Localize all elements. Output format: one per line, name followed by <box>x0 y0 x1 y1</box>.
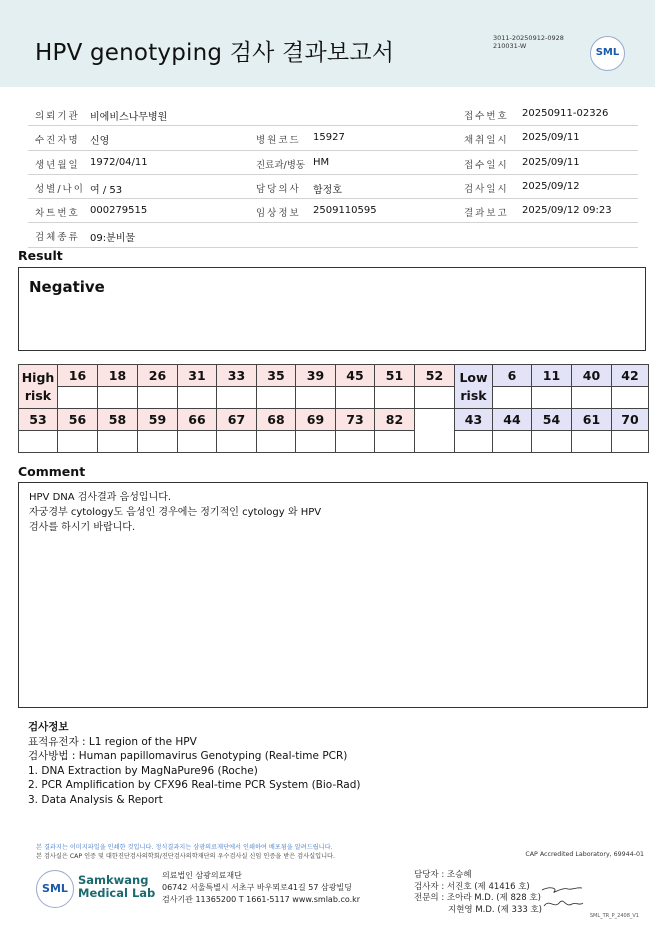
comment-line: 검사를 하시기 바랍니다. <box>29 522 136 533</box>
info-row <box>28 102 638 126</box>
genotype-cell: 11 <box>532 365 572 387</box>
chart-label: 차트번호 <box>35 208 80 220</box>
genotype-result-cell <box>257 387 296 409</box>
genotype-result-cell <box>257 431 296 453</box>
genotype-result-cell <box>98 431 138 453</box>
address-line: 검사기관 11365200 T 1661-5117 www.smlab.co.kr <box>162 895 361 904</box>
examinee-label: 수진자명 <box>35 135 80 147</box>
genotype-cell: 73 <box>336 409 375 431</box>
sml-footer-logo-icon <box>36 870 74 908</box>
genotype-result-cell <box>19 431 58 453</box>
comment-line: HPV DNA 검사결과 음성입니다. <box>29 492 172 503</box>
sex-age-label: 성별/나이 <box>35 183 85 195</box>
low-risk-label-2: risk <box>460 387 487 403</box>
genotype-cell: 54 <box>532 409 572 431</box>
info-row <box>28 199 638 223</box>
genotype-result-cell <box>532 431 572 453</box>
tested-value: 2025/09/12 <box>522 180 580 192</box>
genotype-row <box>19 409 649 431</box>
birth-label: 생년월일 <box>35 159 80 171</box>
genotype-result-cell <box>296 387 336 409</box>
staff-line: 지현영 M.D. (제 333 호) <box>448 905 543 916</box>
result-heading: Result <box>18 248 63 263</box>
genotype-cell: 31 <box>178 365 217 387</box>
org-name <box>78 874 155 900</box>
genotype-result-cell <box>336 431 375 453</box>
genotype-cell: 45 <box>336 365 375 387</box>
genotype-cell: 67 <box>217 409 257 431</box>
genotype-cell: 42 <box>612 365 649 387</box>
reported-label: 결과보고 <box>464 208 509 220</box>
receipt-no-label: 접수번호 <box>464 111 509 122</box>
genotype-result-cell <box>138 431 178 453</box>
genotype-cell: 82 <box>375 409 415 431</box>
staff-line: 담당자 : 조승혜 <box>414 870 472 880</box>
specimen-label: 검체종류 <box>35 232 80 244</box>
birth-value: 1972/04/11 <box>90 156 148 168</box>
genotype-cell: 44 <box>493 409 532 431</box>
dept-label: 진료과/병동 <box>256 159 306 171</box>
info-row <box>28 175 638 199</box>
report-header <box>0 0 655 87</box>
doctor-label: 담당의사 <box>256 183 301 195</box>
staff-line: 검사자 : 서진호 (제 41416 호) <box>414 881 530 892</box>
footer-notice <box>36 844 456 861</box>
hospital-code-value: 15927 <box>313 132 345 144</box>
genotype-cell: 6 <box>493 365 532 387</box>
test-step: 1. DNA Extraction by MagNaPure96 (Roche) <box>28 764 258 777</box>
staff-line: 전문의 : 조아라 M.D. (제 828 호) <box>414 893 541 904</box>
genotype-cell: 43 <box>455 409 493 431</box>
genotype-table <box>18 364 649 453</box>
genotype-result-cell <box>572 387 612 409</box>
genotype-result-cell <box>58 431 98 453</box>
test-info-heading: 검사정보 <box>28 721 69 733</box>
doc-id-line1: 3011-20250912-0928 <box>493 34 564 42</box>
genotype-result-cell <box>217 431 257 453</box>
test-target: 표적유전자 : L1 region of the HPV <box>28 735 197 748</box>
org-name-line: Medical Lab <box>78 886 156 900</box>
chart-value: 000279515 <box>90 205 148 217</box>
result-value: Negative <box>29 278 105 296</box>
test-step: 3. Data Analysis & Report <box>28 793 163 806</box>
genotype-cell: 51 <box>375 365 415 387</box>
genotype-result-cell <box>415 387 455 409</box>
genotype-result-cell <box>217 387 257 409</box>
received-value: 2025/09/11 <box>522 156 580 168</box>
low-risk-header <box>455 365 493 409</box>
genotype-cell: 69 <box>296 409 336 431</box>
genotype-result-row <box>19 431 649 453</box>
notice-line: 본 검사실은 CAP 인증 및 대한진단검사의학회/진단검사의학재단의 우수검사실 신임 인증을 받은 검사실입니다. <box>36 852 335 860</box>
comment-box <box>18 482 648 708</box>
genotype-cell: 16 <box>58 365 98 387</box>
genotype-result-cell <box>375 431 415 453</box>
footer-address <box>162 870 360 906</box>
doc-id-line2: 210031-W <box>493 42 527 50</box>
genotype-result-cell <box>493 431 532 453</box>
institution-label: 의뢰기관 <box>35 111 80 122</box>
genotype-result-cell <box>98 387 138 409</box>
hospital-code-label: 병원코드 <box>256 135 301 147</box>
genotype-result-cell <box>375 387 415 409</box>
genotype-result-cell <box>572 431 612 453</box>
genotype-cell: 66 <box>178 409 217 431</box>
sex-age-value: 여 / 53 <box>90 184 123 196</box>
high-risk-header <box>19 365 58 409</box>
info-row <box>28 126 638 150</box>
genotype-result-row <box>19 387 649 409</box>
address-line: 06742 서울특별시 서초구 바우뫼로41길 57 삼광빌딩 <box>162 883 352 892</box>
genotype-result-cell <box>178 387 217 409</box>
genotype-result-cell <box>493 387 532 409</box>
collected-value: 2025/09/11 <box>522 132 580 144</box>
genotype-result-cell <box>58 387 98 409</box>
form-code: SML_TR_P_2408_V1 <box>589 913 639 919</box>
patient-info <box>28 102 638 248</box>
info-row <box>28 151 638 175</box>
genotype-cell: 35 <box>257 365 296 387</box>
reported-value: 2025/09/12 09:23 <box>522 205 612 217</box>
institution-value: 비에비스나무병원 <box>90 112 168 123</box>
received-label: 접수일시 <box>464 159 509 171</box>
genotype-result-cell <box>532 387 572 409</box>
info-row <box>28 223 638 247</box>
genotype-cell: 33 <box>217 365 257 387</box>
document-id <box>493 34 564 50</box>
dept-value: HM <box>313 156 330 168</box>
genotype-cell: 26 <box>138 365 178 387</box>
receipt-no-value: 20250911-02326 <box>522 108 609 119</box>
sml-footer-logo-text: SML <box>42 882 68 895</box>
genotype-cell: 53 <box>19 409 58 431</box>
examinee-value: 신영 <box>90 136 110 148</box>
genotype-cell: 70 <box>612 409 649 431</box>
test-info <box>28 720 360 808</box>
genotype-cell: 18 <box>98 365 138 387</box>
report-title: HPV genotyping 검사 결과보고서 <box>35 40 395 66</box>
genotype-cell: 68 <box>257 409 296 431</box>
genotype-cell: 61 <box>572 409 612 431</box>
genotype-result-cell <box>455 431 493 453</box>
genotype-cell: 39 <box>296 365 336 387</box>
staff-list <box>414 870 542 917</box>
low-risk-label: Low <box>459 369 488 385</box>
genotype-result-cell <box>178 431 217 453</box>
test-method: 검사방법 : Human papillomavirus Genotyping (Real-time PCR) <box>28 750 348 763</box>
genotype-cell: 56 <box>58 409 98 431</box>
notice-line: 본 결과지는 이미지파일을 인쇄한 것입니다. 정식결과지는 삼광의료재단에서 인쇄하여 배포됨을 알려드립니다. <box>36 844 333 851</box>
clinical-label: 임상정보 <box>256 208 301 220</box>
result-box <box>18 267 646 351</box>
tested-label: 검사일시 <box>464 183 509 195</box>
cap-accreditation: CAP Accredited Laboratory, 69944-01 <box>525 851 644 858</box>
genotype-cell: 40 <box>572 365 612 387</box>
address-line: 의료법인 삼광의료재단 <box>162 871 242 880</box>
org-name-line: Samkwang <box>78 873 149 887</box>
test-step: 2. PCR Amplification by CFX96 Real-time PCR System (Bio-Rad) <box>28 779 361 792</box>
sml-logo-text: SML <box>595 47 620 58</box>
genotype-cell: 58 <box>98 409 138 431</box>
sml-logo <box>590 36 625 71</box>
collected-label: 채취일시 <box>464 135 509 147</box>
genotype-result-cell <box>138 387 178 409</box>
doctor-value: 함정호 <box>313 184 342 196</box>
genotype-result-cell <box>336 387 375 409</box>
signature-icon <box>540 884 585 914</box>
high-risk-label: High <box>21 369 55 385</box>
comment-heading: Comment <box>18 464 86 479</box>
genotype-cell: 59 <box>138 409 178 431</box>
specimen-value: 09:분비물 <box>90 233 136 245</box>
clinical-value: 2509110595 <box>313 205 377 217</box>
genotype-cell: 52 <box>415 365 455 387</box>
genotype-spacer-cell <box>415 409 455 453</box>
genotype-result-cell <box>296 431 336 453</box>
comment-line: 자궁경부 cytology도 음성인 경우에는 정기적인 cytology 와 HPV <box>29 507 322 518</box>
genotype-row <box>19 365 649 387</box>
genotype-result-cell <box>612 387 649 409</box>
high-risk-label-2: risk <box>24 387 52 403</box>
genotype-result-cell <box>612 431 649 453</box>
